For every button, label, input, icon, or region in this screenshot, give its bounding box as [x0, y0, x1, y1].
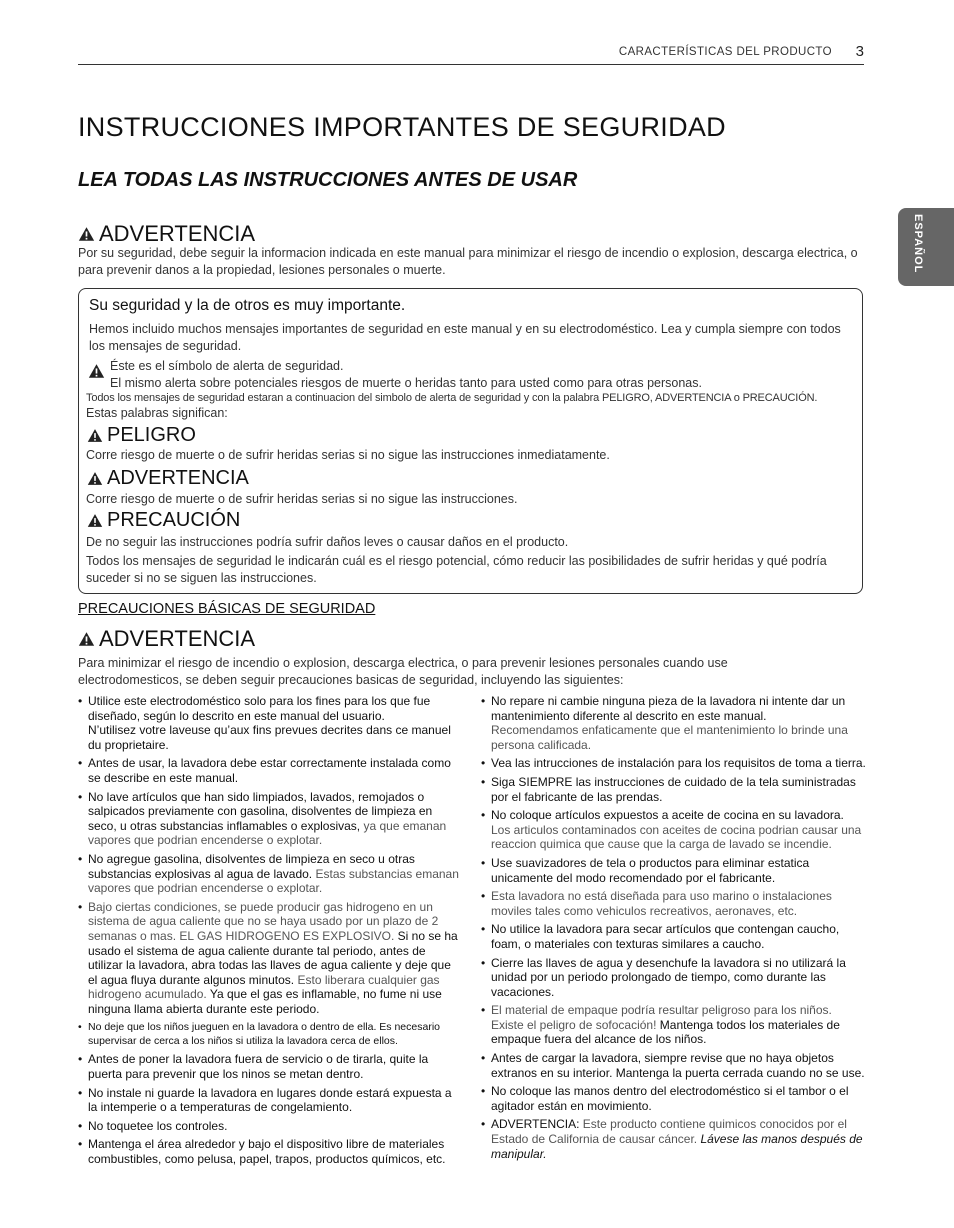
box-warning-text: Corre riesgo de muerte o de sufrir heridas serias si no sigue las instrucciones. — [86, 492, 518, 506]
list-item: • Utilice este electrodoméstico solo para los fines para los que fue diseñado, según lo descrito en este manual del usuario. N’utilisez votre laveuse qu’aux fins prevues decrites dans ce manuel du proprietaire. — [78, 694, 463, 752]
danger-text: Corre riesgo de muerte o de sufrir heridas serias si no sigue las instrucciones inmediatamente. — [86, 448, 610, 462]
list-item: • No repare ni cambie ninguna pieza de la lavadora ni intente dar un mantenimiento diferente al descrito en este manual. Recomendamos enfaticamente que el mantenimiento lo brinde una persona calificada. — [481, 694, 866, 752]
list-item: • Use suavizadores de tela o productos para eliminar estatica unicamente del modo recomendado por el fabricante. — [481, 856, 866, 885]
symbol-line-2: El mismo alerta sobre potenciales riesgos de muerte o heridas tanto para usted como para otras personas. — [110, 376, 702, 390]
list-item: • No lave artículos que han sido limpiados, lavados, remojados o salpicados previamente con gasolina, disolventes de limpieza en seco, u otras substancias inflamables o explosivas, ya que emanan vapores que podrian encenderse o explotar. — [78, 790, 463, 848]
page-number: 3 — [855, 43, 864, 60]
page-header — [78, 43, 864, 65]
list-item: • No deje que los niños jueguen en la lavadora o dentro de ella. Es necesario supervisar de cerca a los niños si utiliza la lavadora cerca de ellos. — [78, 1020, 463, 1048]
language-tab — [898, 208, 954, 286]
closing-text: Todos los mensajes de seguridad le indicarán cuál es el riesgo potencial, cómo reducir las posibilidades de sufrir heridas y qué podría suceder si no se siguen las instrucciones. — [86, 554, 827, 585]
basic-intro: Para minimizar el riesgo de incendio o explosion, descarga electrica, o para prevenir lesiones personales cuando use electrodomesticos, se deben seguir precauciones basicas de seguridad, incluyendo las siguientes: — [78, 656, 728, 687]
list-item: • No toquetee los controles. — [78, 1119, 463, 1134]
messages-line: Todos los mensajes de seguridad estaran a continuacion del simbolo de alerta de seguridad y con la palabra PELIGRO, ADVERTENCIA o PRECAUCIÓN. — [86, 392, 818, 404]
warning-triangle-icon — [87, 428, 103, 443]
list-item: • No utilice la lavadora para secar artículos que contengan caucho, foam, o materiales con texturas similares a caucho. — [481, 922, 866, 951]
danger-heading: PELIGRO — [87, 424, 196, 447]
meaning-line: Estas palabras significan: — [86, 406, 228, 420]
list-item: • No instale ni guarde la lavadora en lugares donde estará expuesta a la intemperie o a temperaturas de congelamiento. — [78, 1086, 463, 1115]
warning-triangle-icon — [87, 513, 103, 528]
list-item: • Siga SIEMPRE las instrucciones de cuidado de la tela suministradas por el fabricante de las prendas. — [481, 775, 866, 804]
list-item: • Antes de cargar la lavadora, siempre revise que no haya objetos extranos en su interior. Mantenga la puerta cerrada cuando no se use. — [481, 1051, 866, 1080]
list-item: • Mantenga el área alrededor y bajo el dispositivo libre de materiales combustibles, como pelusa, papel, trapos, productos químicos, etc. — [78, 1137, 463, 1166]
box-warning-heading: ADVERTENCIA — [87, 467, 249, 490]
warning-heading: ADVERTENCIA — [78, 221, 255, 247]
list-item: • No coloque las manos dentro del electrodoméstico si el tambor o el agitador están en movimiento. — [481, 1084, 866, 1113]
warning-text: Por su seguridad, debe seguir la informacion indicada en este manual para minimizar el riesgo de incendio o explosion, descarga electrica, o para prevenir danos a la propiedad, lesiones personales o muerte. — [78, 246, 858, 277]
section-title: CARACTERÍSTICAS DEL PRODUCTO — [618, 46, 832, 58]
list-item: • No agregue gasolina, disolventes de limpieza en seco u otras substancias explosivas al agua de lavado. Estas substancias emanan vapores que podrian encenderse o explotar. — [78, 852, 463, 896]
list-item: • El material de empaque podría resultar peligroso para los niños. Existe el peligro de sofocación! Mantenga todos los materiales de empaque fuera del alcance de los niños. — [481, 1003, 866, 1047]
list-item: • Antes de poner la lavadora fuera de servicio o de tirarla, quite la puerta para prevenir que los ninos se metan dentro. — [78, 1052, 463, 1081]
caution-text: De no seguir las instrucciones podría sufrir daños leves o causar daños en el producto. — [86, 535, 569, 549]
list-item: • Vea las intrucciones de instalación para los requisitos de toma a tierra. — [481, 756, 866, 771]
page-title: INSTRUCCIONES IMPORTANTES DE SEGURIDAD — [78, 112, 726, 142]
alert-symbol-icon — [88, 363, 105, 379]
right-column — [481, 694, 866, 1165]
basic-precautions-heading: PRECAUCIONES BÁSICAS DE SEGURIDAD — [78, 601, 376, 617]
left-column — [78, 694, 463, 1171]
list-item: • No coloque artículos expuestos a aceite de cocina en su lavadora. Los articulos contaminados con aceites de cocina podrian causar una reaccion quimica que cause que la carga de lavado se incendie. — [481, 808, 866, 852]
list-item: • ADVERTENCIA: Este producto contiene quimicos conocidos por el Estado de California de causar cáncer. Lávese las manos después de manipular. — [481, 1117, 866, 1161]
basic-warning-heading: ADVERTENCIA — [78, 626, 255, 652]
warning-triangle-icon — [87, 471, 103, 486]
safety-box-intro: Hemos incluido muchos mensajes importantes de seguridad en este manual y en su electrodoméstico. Lea y cumpla siempre con todos los mensajes de seguridad. — [89, 322, 841, 353]
language-tab-label: ESPAÑOL — [912, 214, 924, 274]
page-subtitle: LEA TODAS LAS INSTRUCCIONES ANTES DE USAR — [78, 169, 578, 191]
list-item: • Bajo ciertas condiciones, se puede producir gas hidrogeno en un sistema de agua caliente que no se haya usado por un plazo de 2 semanas o mas. EL GAS HIDROGENO ES EXPLOSIVO. Si no se ha usado el sistema de agua caliente durante tal periodo, antes de utilizar la lavadora, abra todas las llaves de agua caliente y deje que el agua fluya durante algunos minutos. Esto liberara cualquier gas hidrogeno acumulado. Ya que el gas es inflamable, no fume ni use ninguna llama abierta durante este periodo. — [78, 900, 463, 1017]
caution-heading: PRECAUCIÓN — [87, 509, 240, 532]
list-item: • Antes de usar, la lavadora debe estar correctamente instalada como se describe en este manual. — [78, 756, 463, 785]
safety-box-heading: Su seguridad y la de otros es muy importante. — [89, 297, 406, 314]
symbol-line-1: Éste es el símbolo de alerta de seguridad. — [110, 359, 344, 373]
list-item: • Esta lavadora no está diseñada para uso marino o instalaciones moviles tales como vehiculos recreativos, aeronaves, etc. — [481, 889, 866, 918]
warning-triangle-icon — [78, 226, 95, 242]
list-item: • Cierre las llaves de agua y desenchufe la lavadora si no utilizará la unidad por un periodo prolongado de tiempo, como durante las vacaciones. — [481, 956, 866, 1000]
safety-box — [78, 288, 863, 594]
warning-triangle-icon — [78, 631, 95, 647]
